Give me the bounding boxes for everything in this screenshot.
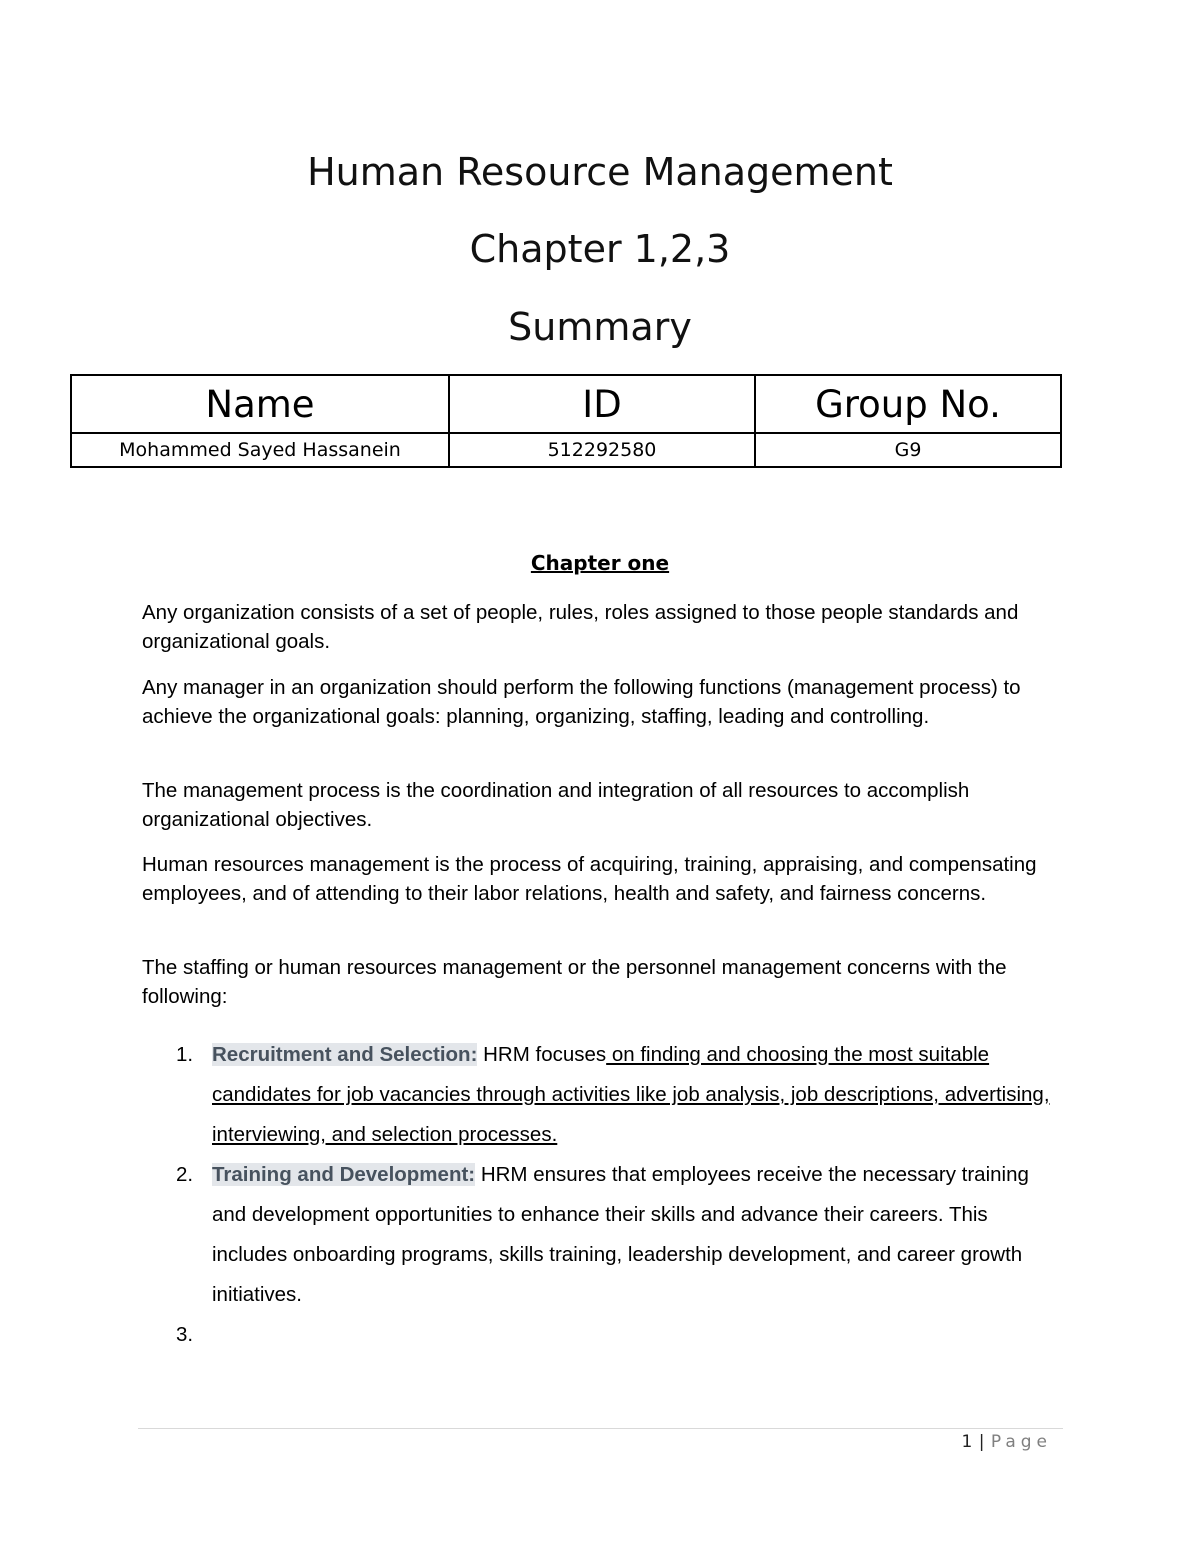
paragraph: Any organization consists of a set of people, rules, roles assigned to those people standards and organizational goals. — [142, 601, 1019, 653]
paragraph: The staffing or human resources management or the personnel management concerns with the following: — [142, 956, 1007, 1008]
column-header-name: Name — [71, 375, 449, 433]
document-title: Human Resource Management — [307, 150, 893, 194]
list-number: 3. — [176, 1323, 194, 1346]
list-item — [142, 1155, 1062, 1315]
table-row — [71, 433, 1061, 467]
list-text: HRM ensures that employees receive the necessary training and development opportunities to enhance their skills and advance their careers. This includes onboarding programs, skills training, leadership development, and career growth initiatives. — [212, 1163, 1029, 1306]
list-lead-text: HRM focuses — [477, 1043, 607, 1066]
document-subtitle: Chapter 1,2,3 — [469, 227, 731, 271]
page-footer — [961, 1432, 1052, 1452]
student-info-table — [70, 374, 1062, 468]
table-header-row — [71, 375, 1061, 433]
list-number: 1. — [176, 1043, 194, 1066]
footer-separator: | — [978, 1432, 985, 1452]
cell-id: 512292580 — [449, 433, 755, 467]
list-number: 2. — [176, 1163, 194, 1186]
list-item — [142, 1315, 1062, 1355]
column-header-group: Group No. — [755, 375, 1061, 433]
document-label: Summary — [508, 305, 692, 349]
cell-group: G9 — [755, 433, 1061, 467]
list-term: Recruitment and Selection: — [212, 1043, 478, 1066]
numbered-list — [142, 1035, 1062, 1355]
paragraph: Human resources management is the process of acquiring, training, appraising, and compensating employees, and of attending to their labor relations, health and safety, and fairness concerns. — [142, 853, 1037, 905]
paragraph: The management process is the coordination and integration of all resources to accomplish organizational objectives. — [142, 779, 970, 831]
column-header-id: ID — [449, 375, 755, 433]
cell-name: Mohammed Sayed Hassanein — [71, 433, 449, 467]
list-text: on finding and choosing the most suitable candidates for job vacancies through activities like job analysis, job descriptions, advertising, interviewing, and selection processes. — [212, 1043, 1050, 1146]
list-term: Training and Development: — [212, 1163, 476, 1186]
page-number: 1 — [961, 1432, 973, 1452]
page-label: Page — [990, 1432, 1052, 1452]
list-item — [142, 1035, 1062, 1155]
paragraph: Any manager in an organization should perform the following functions (management process) to achieve the organizational goals: planning, organizing, staffing, leading and controlling. — [142, 676, 1021, 728]
chapter-heading: Chapter one — [530, 551, 670, 575]
footer-divider — [138, 1428, 1063, 1429]
